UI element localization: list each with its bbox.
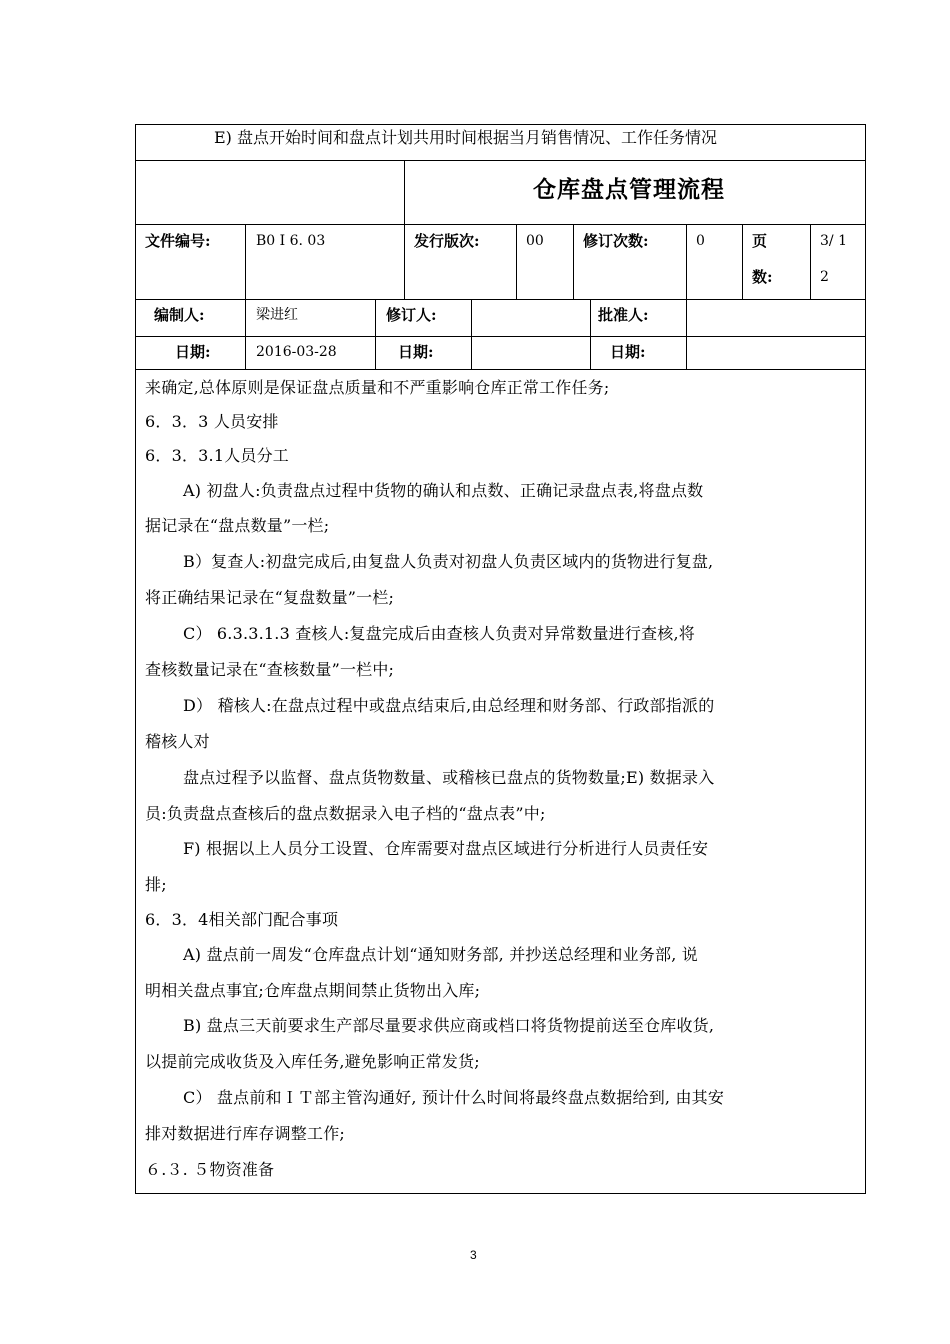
file-no-value: B0 I 6. 03 [256, 233, 326, 249]
body-line: F) 根据以上人员分工设置、仓库需要对盘点区域进行分析进行人员责任安 [183, 839, 709, 858]
edition-value: 00 [526, 233, 544, 249]
divider [810, 224, 811, 299]
section-heading: ６.３. ５物资准备 [145, 1160, 275, 1179]
body-line: B) 盘点三天前要求生产部尽量要求供应商或档口将货物提前送至仓库收货, [183, 1016, 715, 1035]
section-heading: 6．3．3.1人员分工 [145, 446, 290, 465]
revision-value: 0 [696, 233, 705, 249]
reviser-date-label: 日期: [398, 343, 434, 361]
divider [686, 224, 687, 299]
reviser-label: 修订人: [386, 306, 437, 324]
body-line: 查核数量记录在“查核数量”一栏中; [145, 660, 395, 679]
divider [590, 299, 591, 369]
section-heading: 6．3．3 人员安排 [145, 412, 279, 431]
divider [404, 160, 405, 224]
document-title: 仓库盘点管理流程 [533, 176, 725, 203]
page-number: 3 [470, 1248, 477, 1262]
divider [686, 299, 687, 369]
file-no-label: 文件编号: [145, 232, 211, 250]
body-line: A) 盘点前一周发“仓库盘点计划“通知财务部, 并抄送总经理和业务部, 说 [183, 945, 698, 964]
body-line: 排; [145, 875, 167, 894]
editor-date-label: 日期: [175, 343, 211, 361]
body-line: A) 初盘人:负责盘点过程中货物的确认和点数、正确记录盘点表,将盘点数 [183, 481, 704, 500]
body-line: B）复查人:初盘完成后,由复盘人负责对初盘人负责区域内的货物进行复盘, [183, 552, 714, 571]
body-line: 稽核人对 [145, 732, 210, 751]
divider [573, 224, 574, 299]
divider [135, 369, 866, 370]
editor-date-value: 2016-03-28 [256, 344, 337, 360]
body-line: 据记录在“盘点数量”一栏; [145, 516, 330, 535]
section-heading: 6．3．4相关部门配合事项 [145, 910, 339, 929]
page-value-line1: 3/ 1 [820, 233, 847, 249]
revision-label: 修订次数: [583, 232, 649, 250]
body-line: 将正确结果记录在“复盘数量”一栏; [145, 588, 395, 607]
body-line: C） 6.3.3.1.3 查核人:复盘完成后由查核人负责对异常数量进行查核,将 [183, 624, 695, 643]
body-line: D） 稽核人:在盘点过程中或盘点结束后,由总经理和财务部、行政部指派的 [183, 696, 715, 715]
approver-label: 批准人: [598, 306, 649, 324]
divider [404, 224, 405, 299]
body-line: 盘点过程予以监督、盘点货物数量、或稽核已盘点的货物数量;E) 数据录入 [183, 768, 715, 787]
divider [375, 299, 376, 369]
body-line: C） 盘点前和ＩＴ部主管沟通好, 预计什么时间将最终盘点数据给到, 由其安 [183, 1088, 725, 1107]
top-row-text: E) 盘点开始时间和盘点计划共用时间根据当月销售情况、工作任务情况 [214, 128, 718, 147]
divider [516, 224, 517, 299]
editor-value: 梁进红 [256, 307, 298, 323]
page-label-line2: 数: [752, 268, 773, 286]
divider [135, 336, 866, 337]
page-label-line1: 页 [752, 232, 768, 250]
divider [471, 299, 472, 369]
divider [742, 224, 743, 299]
approver-date-label: 日期: [610, 343, 646, 361]
divider [245, 299, 246, 369]
body-line: 以提前完成收货及入库任务,避免影响正常发货; [145, 1052, 480, 1071]
divider [245, 224, 246, 299]
body-line: 排对数据进行库存调整工作; [145, 1124, 345, 1143]
body-line: 来确定,总体原则是保证盘点质量和不严重影响仓库正常工作任务; [145, 378, 610, 397]
body-line: 明相关盘点事宜;仓库盘点期间禁止货物出入库; [145, 981, 481, 1000]
body-line: 员:负责盘点查核后的盘点数据录入电子档的“盘点表”中; [145, 804, 546, 823]
divider [135, 160, 866, 161]
page-value-line2: 2 [820, 269, 829, 285]
editor-label: 编制人: [154, 306, 205, 324]
edition-label: 发行版次: [414, 232, 480, 250]
